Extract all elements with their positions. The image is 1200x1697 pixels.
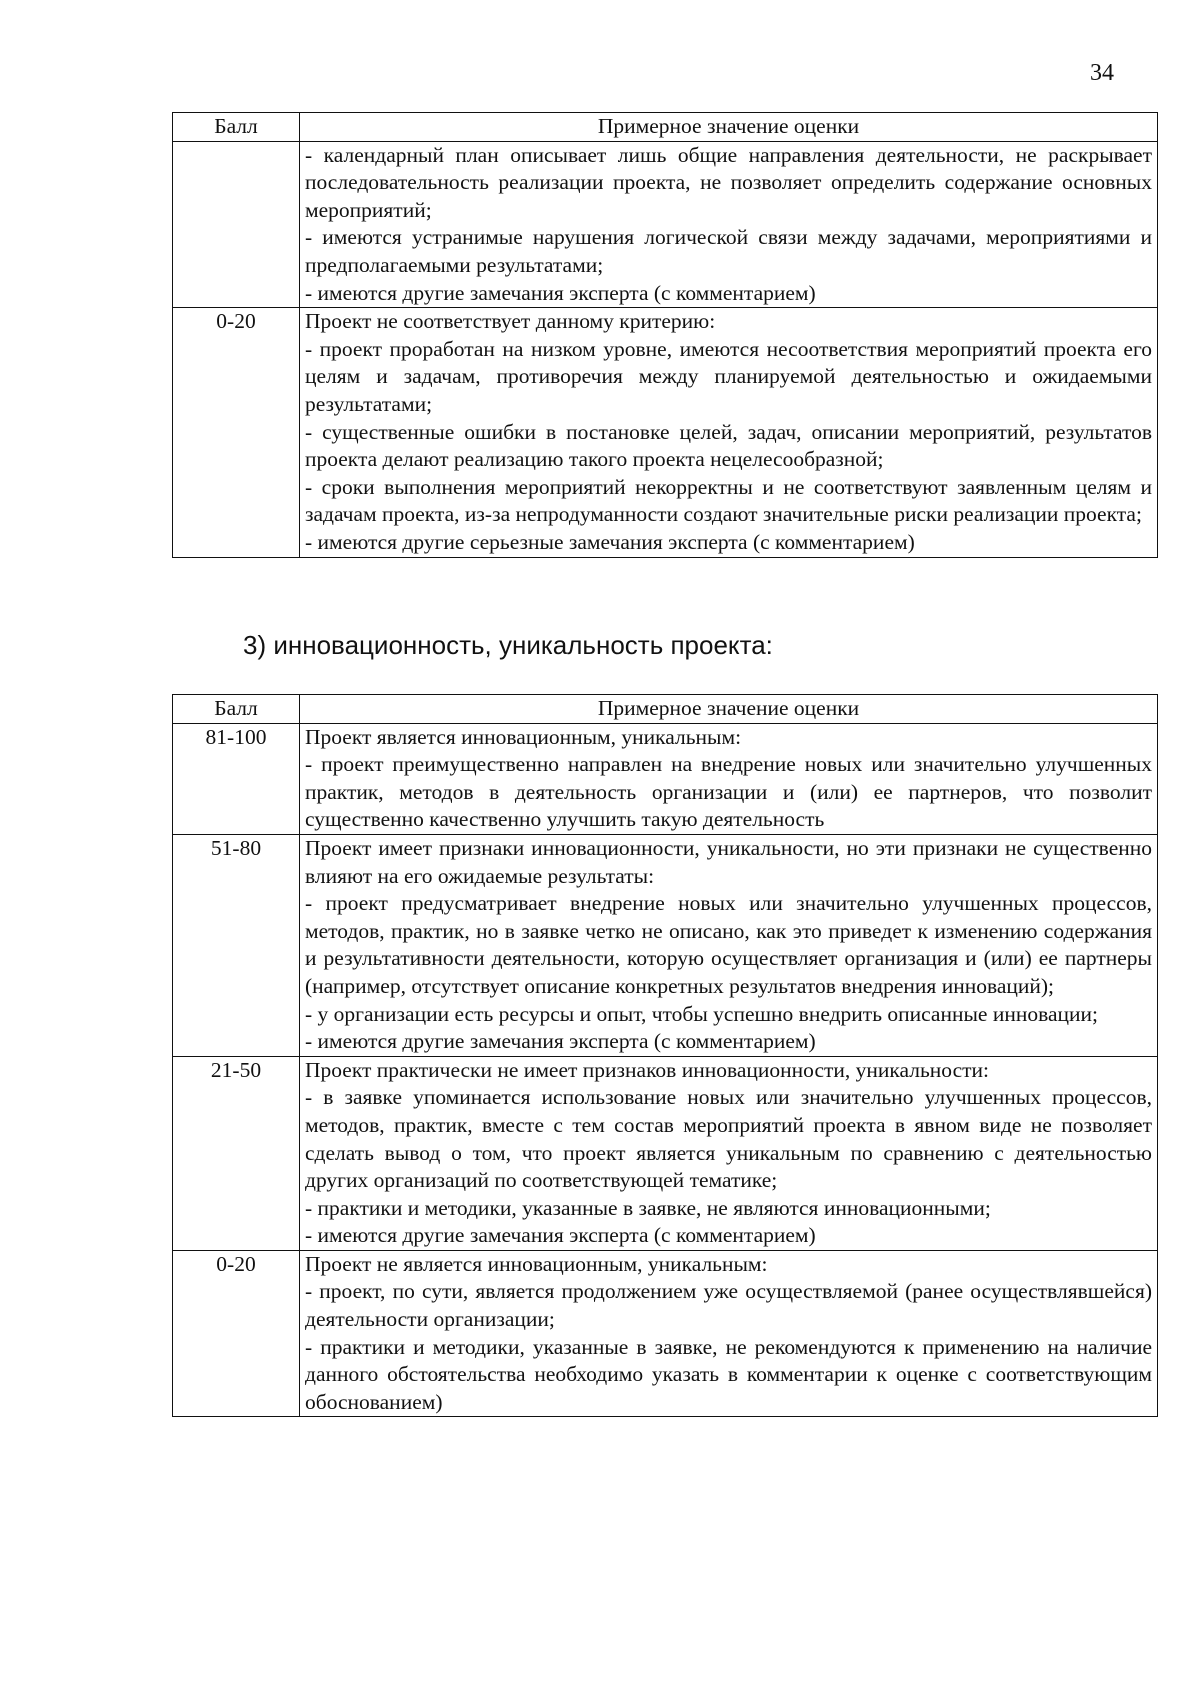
description-line: Проект практически не имеет признаков инновационности, уникальности:: [305, 1057, 990, 1082]
description-line: - в заявке упоминается использование новых или значительно улучшенных процессов, методов, практик, вместе с тем состав мероприятий проекта в явном виде не позволяет сделать вывод о том, что проект является уникальным по сравнению с деятельностью других организаций по соответствующей тематике;: [305, 1085, 1152, 1193]
description-line: - имеются другие замечания эксперта (с комментарием): [305, 1029, 816, 1054]
row-score: [173, 141, 300, 308]
description-line: Проект является инновационным, уникальным:: [305, 724, 742, 749]
score-table-1: [172, 112, 1158, 558]
description-line: - имеются устранимые нарушения логической связи между задачами, мероприятиями и предполагаемыми результатами;: [305, 225, 1152, 277]
header-score: Балл: [173, 113, 300, 142]
description-line: Проект не соответствует данному критерию:: [305, 309, 716, 334]
header-meaning: Примерное значение оценки: [300, 113, 1158, 142]
row-description: [300, 1056, 1158, 1250]
description-line: - сроки выполнения мероприятий некорректны и не соответствуют заявленным целям и задачам проекта, из-за непродуманности создают значительные риски реализации проекта;: [305, 474, 1152, 527]
row-description: [300, 308, 1158, 557]
header-score: Балл: [173, 695, 300, 724]
description-line: - календарный план описывает лишь общие направления деятельности, не раскрывает последовательность реализации проекта, не позволяет определить содержание основных мероприятий;: [305, 142, 1152, 222]
table-header-row: [173, 113, 1158, 142]
description-line: - имеются другие замечания эксперта (с комментарием): [305, 1223, 816, 1248]
description-line: - у организации есть ресурсы и опыт, чтобы успешно внедрить описанные инновации;: [305, 1001, 1099, 1026]
description-line: Проект не является инновационным, уникальным:: [305, 1251, 768, 1276]
description-line: - практики и методики, указанные в заявке, не являются инновационными;: [305, 1195, 991, 1220]
row-description: [300, 723, 1158, 834]
section-heading: 3) инновационность, уникальность проекта:: [243, 630, 773, 660]
description-line: - проект преимущественно направлен на внедрение новых или значительно улучшенных практик, методов в деятельность организации и (или) ее партнеров, что позволит существенно качественно улучшить такую деятельность: [305, 752, 1152, 832]
header-meaning: Примерное значение оценки: [300, 695, 1158, 724]
table-row: [173, 1250, 1158, 1417]
row-description: [300, 834, 1158, 1056]
row-description: [300, 1250, 1158, 1417]
description-line: - практики и методики, указанные в заявке, не рекомендуются к применению на наличие данного обстоятельства необходимо указать в комментарии к оценке с соответствующим обоснованием): [305, 1334, 1152, 1414]
table-row: [173, 308, 1158, 557]
row-score: 0-20: [173, 308, 300, 557]
description-line: - имеются другие замечания эксперта (с комментарием): [305, 280, 816, 305]
description-line: - проект, по сути, является продолжением уже осуществляемой (ранее осуществлявшейся) деятельности организации;: [305, 1279, 1152, 1332]
row-description: [300, 141, 1158, 308]
page-number: 34: [1090, 60, 1114, 86]
table-row: [173, 141, 1158, 308]
description-line: - проект проработан на низком уровне, имеются несоответствия мероприятий проекта его целям и задачам, противоречия между планируемой деятельностью и ожидаемыми результатами;: [305, 336, 1152, 416]
table-row: [173, 834, 1158, 1056]
row-score: 0-20: [173, 1250, 300, 1417]
description-line: Проект имеет признаки инновационности, уникальности, но эти признаки не существенно влияют на его ожидаемые результаты:: [305, 835, 1152, 888]
table-row: [173, 723, 1158, 834]
row-score: 81-100: [173, 723, 300, 834]
score-table-2: [172, 694, 1158, 1417]
table-header-row: [173, 695, 1158, 724]
description-line: - проект предусматривает внедрение новых или значительно улучшенных процессов, методов, практик, но в заявке четко не описано, как это приведет к изменению содержания и результативности деятельности, которую осуществляет организация и (или) ее партнеры (например, отсутствует описание конкретных результатов внедрения инноваций);: [305, 891, 1152, 998]
table-row: [173, 1056, 1158, 1250]
row-score: 21-50: [173, 1056, 300, 1250]
description-line: - существенные ошибки в постановке целей, задач, описании мероприятий, результатов проекта делают реализацию такого проекта нецелесообразной;: [305, 419, 1152, 472]
description-line: - имеются другие серьезные замечания эксперта (с комментарием): [305, 529, 915, 554]
row-score: 51-80: [173, 834, 300, 1056]
